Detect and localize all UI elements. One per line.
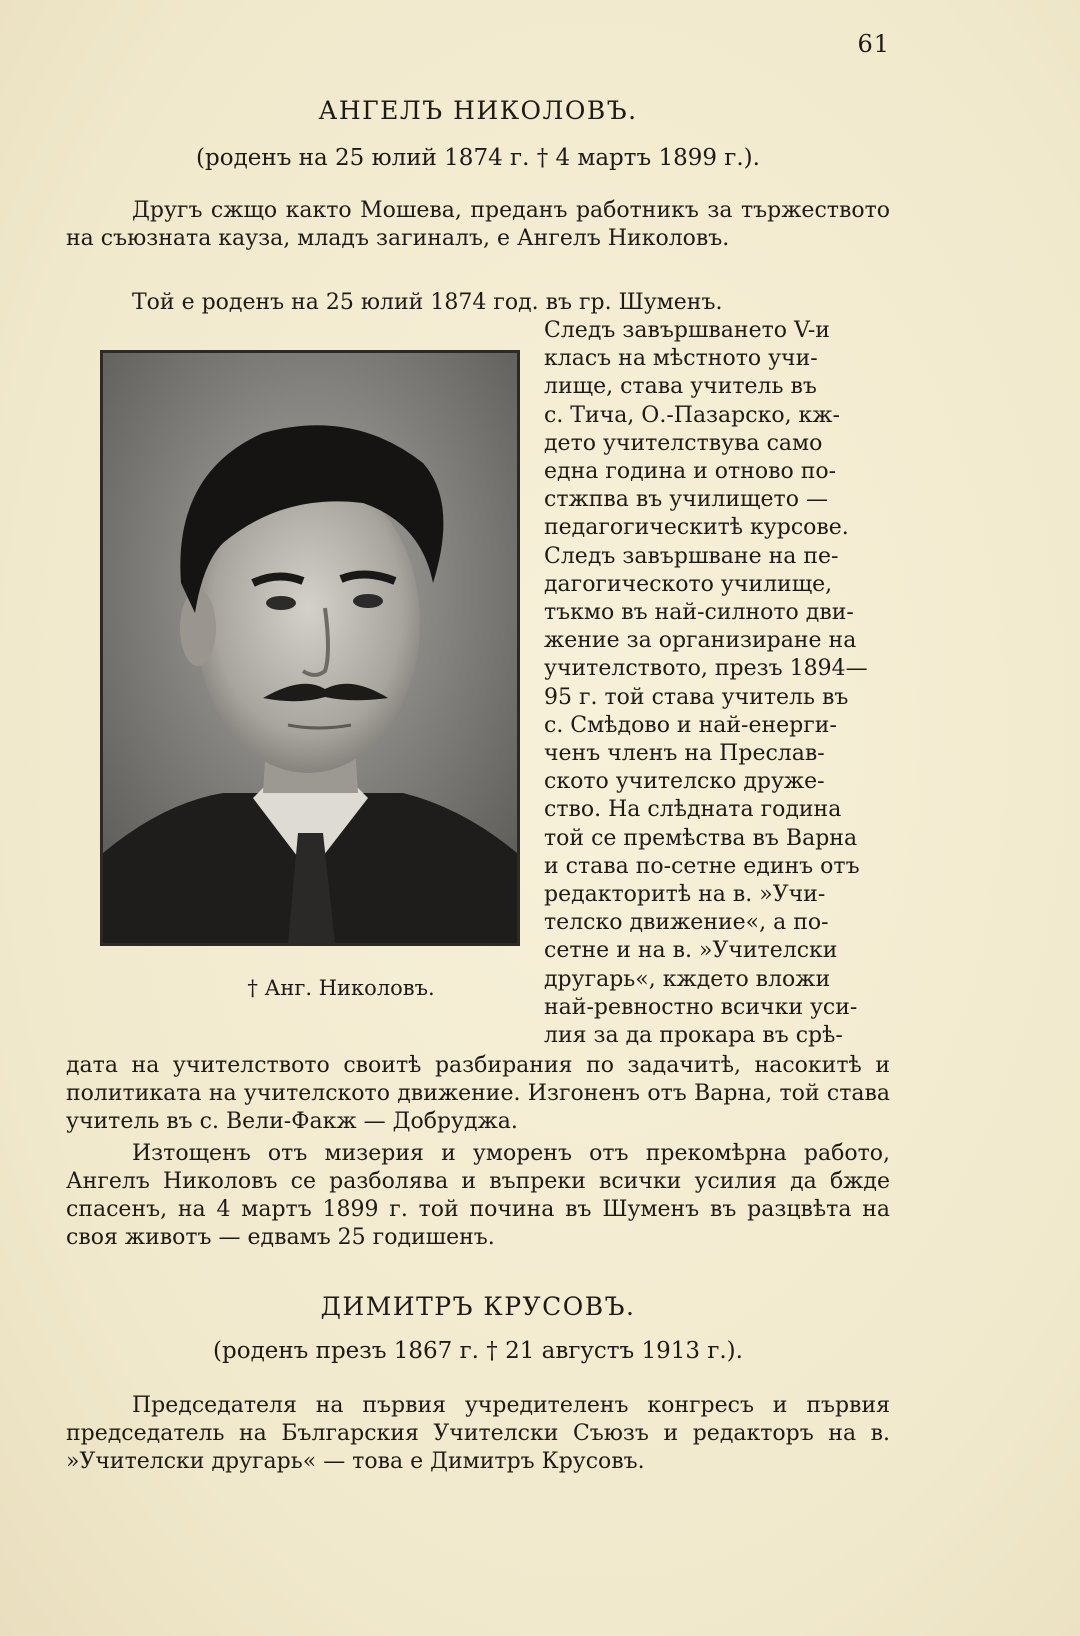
wrap-line: сетне и на в. »Учителски: [544, 938, 838, 964]
article1-born-line: Той е роденъ на 25 юлий 1874 год. въ гр. Шуменъ.: [132, 290, 723, 315]
article2-dates: (роденъ презъ 1867 г. † 21 августъ 1913 г.).: [213, 1338, 743, 1364]
wrap-line: той се премѣства въ Варна: [544, 825, 858, 851]
wrap-line: телско движение«, а по-: [544, 910, 829, 936]
article2-intro: Председателя на първия учредителенъ конгресъ и първия председатель на Българския Учителски Съюзъ и редакторъ на в. »Учителски другарь« — това е Димитръ Крусовъ.: [66, 1393, 890, 1474]
page-number: 61: [857, 30, 890, 58]
wrap-line: най-ревностно всички уси-: [544, 994, 858, 1020]
portrait-caption: † Анг. Николовъ.: [247, 976, 435, 1000]
wrap-line: Следъ завършването V-и: [544, 318, 830, 343]
wrap-line: редакторитѣ на в. »Учи-: [544, 882, 826, 908]
wrap-line: лия за да прокара въ срѣ-: [544, 1023, 843, 1049]
wrap-line: с. Смѣдово и най-енерги-: [544, 712, 837, 738]
wrap-line: и става по-сетне единъ отъ: [544, 853, 860, 879]
wrap-line: Следъ завършване на пе-: [544, 543, 839, 569]
article1-dates: (роденъ на 25 юлий 1874 г. † 4 мартъ 1899 г.).: [196, 145, 760, 171]
wrap-line: лище, става учитель въ: [544, 374, 817, 400]
wrap-line: стжпва въ училището —: [544, 487, 828, 513]
portrait-figure: [100, 350, 522, 1000]
wrap-line: с. Тича, О.-Пазарско, кж-: [544, 402, 840, 428]
portrait-photo: [100, 350, 520, 946]
wrap-line: педагогическитѣ курсове.: [544, 515, 849, 541]
wrap-line: другарь«, кждето вложи: [544, 966, 831, 992]
article1-title: АНГЕЛЪ НИКОЛОВЪ.: [318, 96, 638, 125]
wrap-line: ското учителско друже-: [544, 769, 825, 795]
wrap-line: 95 г. той става учитель въ: [544, 684, 849, 710]
wrap-line: тъкмо въ най-силното дви-: [544, 600, 854, 626]
article2-title: ДИМИТРЪ КРУСОВЪ.: [320, 1292, 636, 1321]
wrap-line: дето учителствува само: [544, 430, 823, 456]
wrapped-text-column: [544, 317, 890, 1050]
article1-continuation: дата на учителството своитѣ разбирания по задачитѣ, насокитѣ и политиката на учителското движение. Изгоненъ отъ Варна, той става учитель въ с. Вели-Факж — Добруджа.: [66, 1053, 890, 1134]
article1-intro: Другъ сжщо както Мошева, преданъ работникъ за тържеството на съюзната кауза, младъ загиналъ, е Ангелъ Николовъ.: [66, 198, 890, 251]
wrap-line: ство. На слѣдната година: [544, 797, 842, 823]
wrap-line: една година и отново по-: [544, 459, 837, 485]
wrap-line: учителството, презъ 1894—: [544, 656, 868, 682]
wrap-line: жение за организиране на: [544, 628, 857, 654]
article1-final: Изтощенъ отъ мизерия и уморенъ отъ прекомѣрна работо, Ангелъ Николовъ се разболява и въпреки всички усилия да бжде спасенъ, на 4 мартъ 1899 г. той почина въ Шуменъ въ разцвѣта на своя животъ — едвамъ 25 годишенъ.: [66, 1141, 890, 1250]
wrap-line: дагогическото училище,: [544, 571, 833, 597]
wrap-line: ченъ членъ на Преслав-: [544, 741, 825, 767]
wrap-line: класъ на мѣстното учи-: [544, 346, 818, 372]
